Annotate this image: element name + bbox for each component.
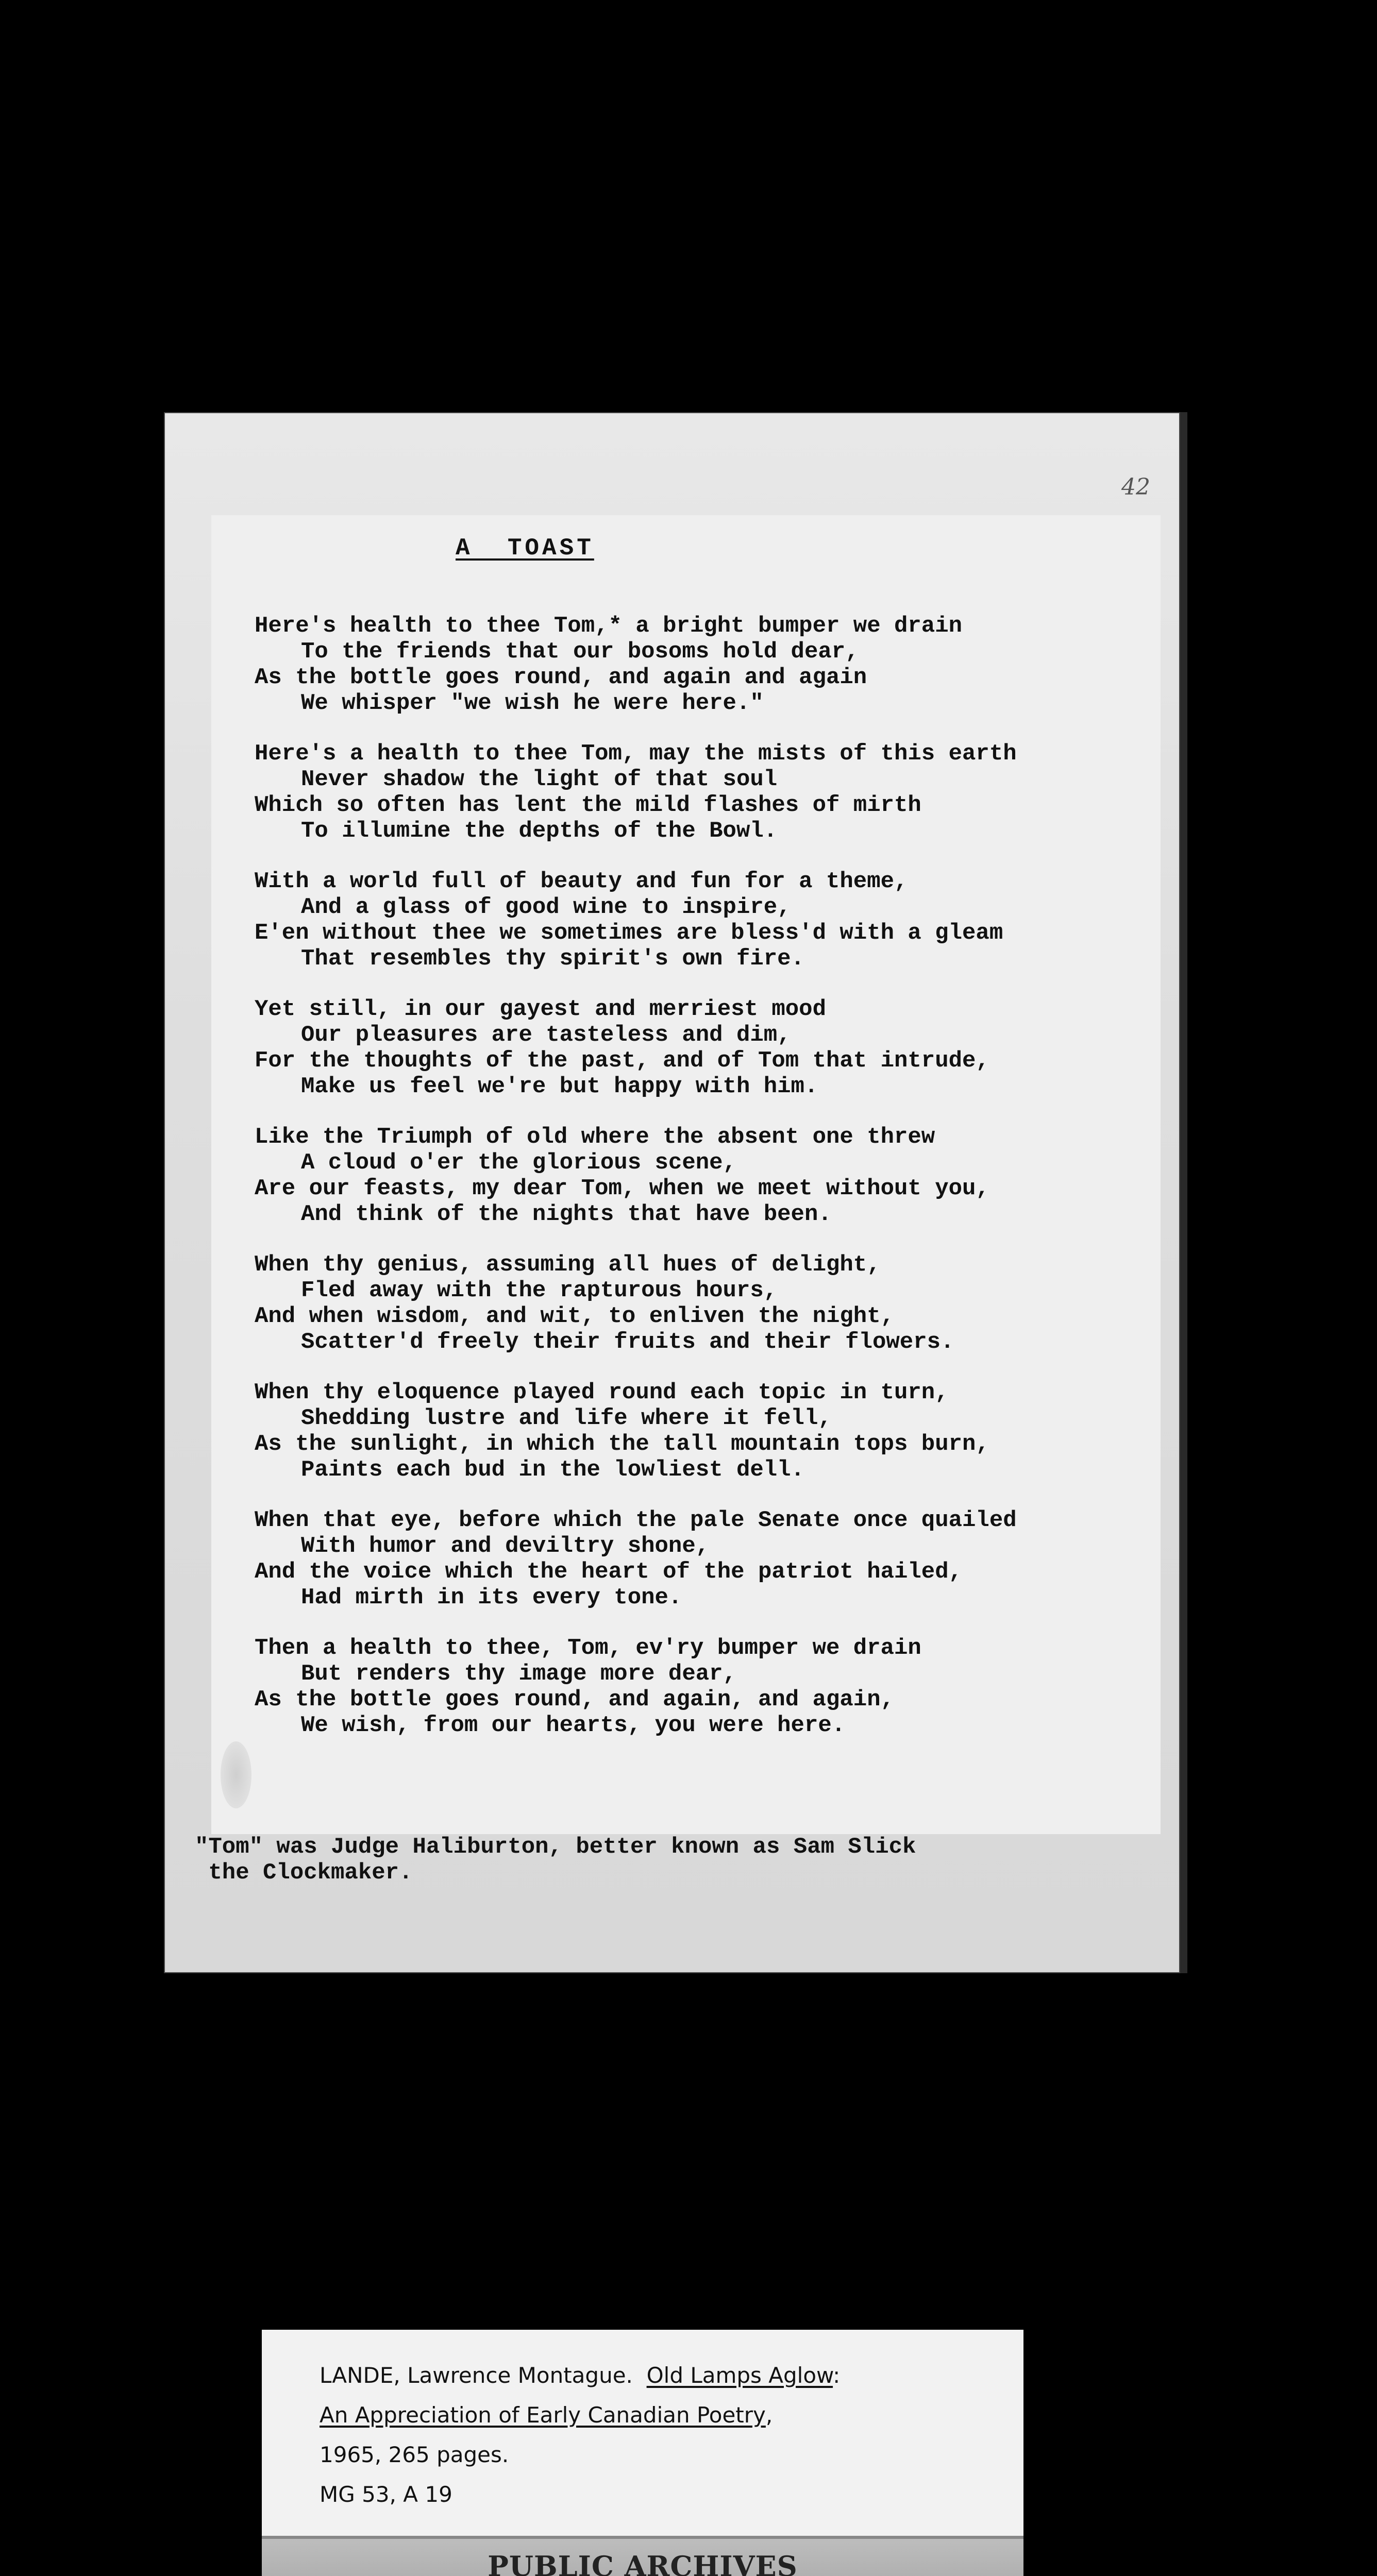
poem-line: Are our feasts, my dear Tom, when we meet without you, <box>255 1176 989 1201</box>
stanza <box>255 1380 1162 1483</box>
card-author: LANDE, Lawrence Montague. <box>320 2363 647 2388</box>
poem-line: And think of the nights that have been. <box>301 1201 832 1227</box>
poem-line: To the friends that our bosoms hold dear, <box>301 639 859 665</box>
catalogue-text <box>320 2355 840 2514</box>
poem-line: Scatter'd freely their fruits and their flowers. <box>301 1329 954 1355</box>
poem-line: And a glass of good wine to inspire, <box>301 894 791 920</box>
poem-line: Like the Triumph of old where the absent one threw <box>255 1124 935 1150</box>
poem-line: Paints each bud in the lowliest dell. <box>301 1457 804 1483</box>
stanza <box>255 1507 1162 1611</box>
poem-line: We wish, from our hearts, you were here. <box>301 1713 846 1738</box>
poem-line: Our pleasures are tasteless and dim, <box>301 1022 791 1048</box>
poem-line: Which so often has lent the mild flashes of mirth <box>255 792 921 818</box>
poem-line: When thy eloquence played round each topic in turn, <box>255 1380 949 1405</box>
stanza <box>255 1124 1162 1227</box>
stanza <box>255 1635 1162 1738</box>
poem-line: Had mirth in its every tone. <box>301 1585 682 1611</box>
card-line-3: 1965, 265 pages. <box>320 2442 509 2467</box>
footnote-line-2: the Clockmaker. <box>195 1860 413 1886</box>
poem-line: Fled away with the rapturous hours, <box>301 1278 778 1303</box>
poem-line: Make us feel we're but happy with him. <box>301 1074 818 1099</box>
card-subtitle: An Appreciation of Early Canadian Poetry <box>320 2402 766 2428</box>
stamp-text <box>262 2552 1023 2576</box>
poem-line: When that eye, before which the pale Senate once quailed <box>255 1507 1017 1533</box>
poem-body <box>255 613 1162 1763</box>
poem-line: E'en without thee we sometimes are bless'd with a gleam <box>255 920 1003 946</box>
card-colon: : <box>833 2363 841 2388</box>
poem-line: A cloud o'er the glorious scene, <box>301 1150 736 1176</box>
stanza <box>255 613 1162 716</box>
poem-line: As the bottle goes round, and again and again <box>255 665 867 690</box>
poem-line: With a world full of beauty and fun for a theme, <box>255 869 908 894</box>
poem-line: When thy genius, assuming all hues of delight, <box>255 1252 881 1278</box>
poem-line: But renders thy image more dear, <box>301 1661 736 1687</box>
archives-stamp <box>262 2536 1023 2576</box>
stanza <box>255 869 1162 972</box>
poem-line: Yet still, in our gayest and merriest mood <box>255 996 826 1022</box>
poem-line: With humor and deviltry shone, <box>301 1533 710 1559</box>
footnote-line-1: "Tom" was Judge Haliburton, better known as Sam Slick <box>195 1834 916 1860</box>
card-line-2 <box>320 2395 840 2435</box>
card-book-title: Old Lamps Aglow <box>646 2363 833 2388</box>
poem-line: We whisper "we wish he were here." <box>301 690 764 716</box>
poem-line: For the thoughts of the past, and of Tom that intrude, <box>255 1048 989 1074</box>
document-page <box>164 412 1187 1973</box>
poem-line: And the voice which the heart of the patriot hailed, <box>255 1559 963 1585</box>
page-number: 42 <box>1121 474 1150 500</box>
poem-line: Here's a health to thee Tom, may the mists of this earth <box>255 741 1017 767</box>
poem-line: As the bottle goes round, and again, and again, <box>255 1687 895 1713</box>
poem-line: Here's health to thee Tom,* a bright bumper we drain <box>255 613 963 639</box>
stanza <box>255 996 1162 1099</box>
poem-line: Shedding lustre and life where it fell, <box>301 1405 832 1431</box>
card-comma: , <box>765 2402 773 2428</box>
stamp-line-1: PUBLIC ARCHIVES <box>488 2550 798 2576</box>
poem-line: And when wisdom, and wit, to enliven the night, <box>255 1303 895 1329</box>
card-line-4: MG 53, A 19 <box>320 2482 452 2507</box>
poem-line: Never shadow the light of that soul <box>301 767 778 792</box>
catalogue-card <box>262 2330 1023 2576</box>
stanza <box>255 1252 1162 1355</box>
poem-line: As the sunlight, in which the tall mountain tops burn, <box>255 1431 989 1457</box>
poem-line: To illumine the depths of the Bowl. <box>301 818 778 844</box>
footnote <box>195 1834 916 1886</box>
poem-line: Then a health to thee, Tom, ev'ry bumper we drain <box>255 1635 921 1661</box>
poem-line: That resembles thy spirit's own fire. <box>301 946 804 972</box>
card-line-1 <box>320 2355 840 2395</box>
stanza <box>255 741 1162 844</box>
paper-smudge <box>221 1741 251 1808</box>
poem-title: A TOAST <box>456 535 594 562</box>
